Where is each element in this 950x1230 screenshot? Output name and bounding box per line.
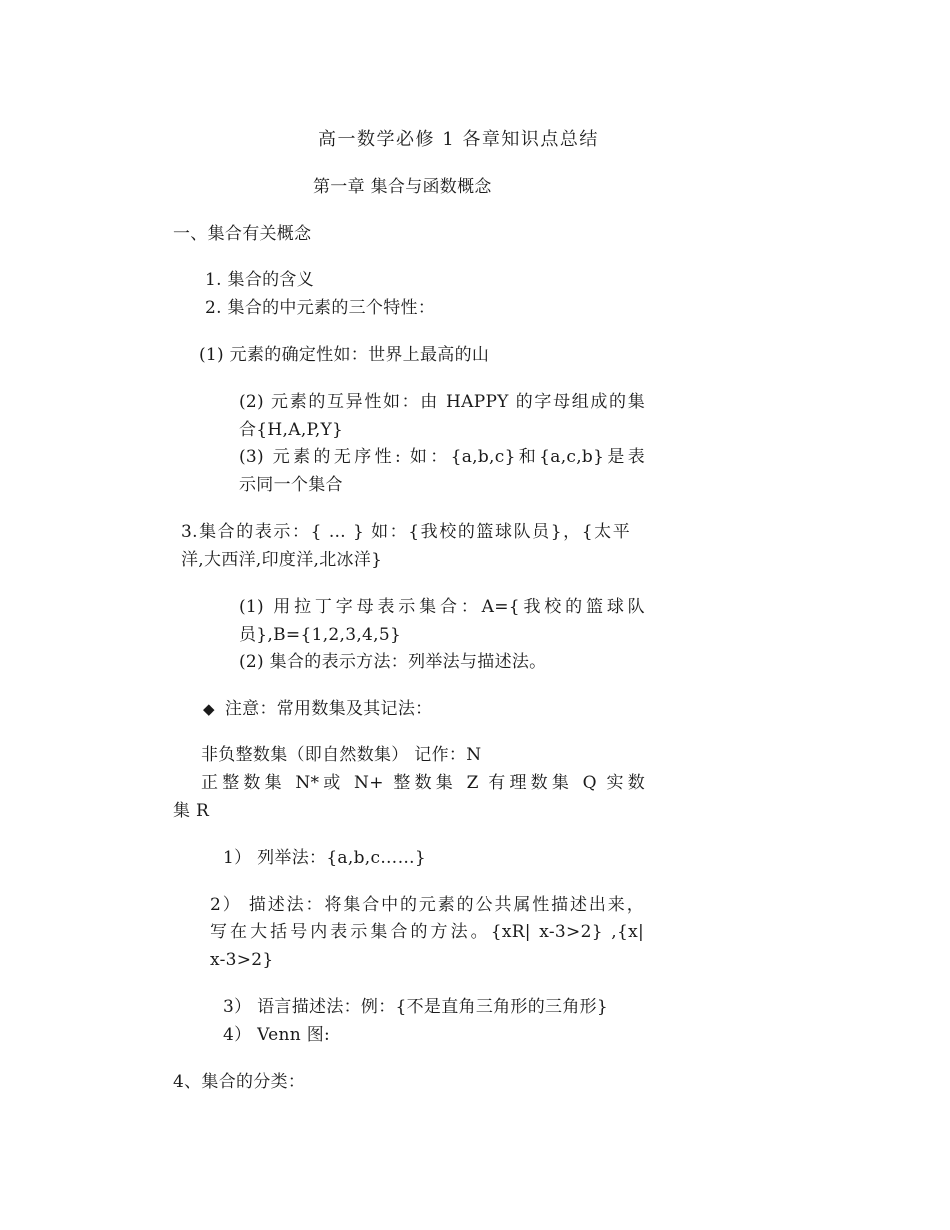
method-enumeration: 1） 列举法：{a,b,c……}	[223, 848, 426, 868]
method-description-line3: x-3>2}	[210, 950, 274, 970]
method-verbal: 3） 语言描述法：例：{不是直角三角形的三角形}	[223, 997, 609, 1017]
set-representation-line2: 洋,大西洋,印度洋,北冰洋}	[181, 550, 383, 570]
natural-numbers: 非负整数集（即自然数集） 记作：N	[201, 745, 482, 765]
number-sets-line1: 正整数集 N*或 N+ 整数集 Z 有理数集 Q 实数	[201, 773, 645, 793]
property-distinctness-line1: (2) 元素的互异性如：由 HAPPY 的字母组成的集	[239, 392, 645, 412]
latin-letters-line1: (1) 用拉丁字母表示集合：A={我校的篮球队	[239, 597, 645, 617]
item-three-properties: 2. 集合的中元素的三个特性：	[205, 298, 436, 318]
property-determinacy: (1) 元素的确定性如：世界上最高的山	[199, 345, 490, 365]
section-heading-classification: 4、集合的分类：	[173, 1072, 306, 1092]
set-representation-line1: 3.集合的表示：{ … } 如：{我校的篮球队员}，{太平	[181, 522, 630, 542]
document-title: 高一数学必修 1 各章知识点总结	[318, 129, 599, 150]
note-line	[203, 695, 432, 723]
method-description-line2: 写在大括号内表示集合的方法。{xR| x-3>2} ,{x|	[210, 922, 644, 942]
note-text: 注意：常用数集及其记法：	[224, 699, 433, 719]
chapter-heading: 第一章 集合与函数概念	[313, 177, 492, 197]
section-heading-concepts: 一、集合有关概念	[173, 224, 312, 244]
property-unordered-line1: (3) 元素的无序性: 如：{a,b,c}和{a,c,b}是表	[239, 447, 645, 467]
latin-letters-line2: 员},B={1,2,3,4,5}	[239, 625, 402, 645]
method-venn: 4） Venn 图:	[223, 1025, 331, 1045]
method-description-line1: 2） 描述法：将集合中的元素的公共属性描述出来，	[210, 895, 644, 915]
number-sets-line2: 集 R	[173, 801, 210, 821]
property-distinctness-line2: 合{H,A,P,Y}	[239, 420, 344, 440]
diamond-bullet-icon: ◆	[203, 700, 215, 718]
item-set-meaning: 1. 集合的含义	[205, 270, 315, 290]
representation-methods: (2) 集合的表示方法：列举法与描述法。	[239, 652, 547, 672]
property-unordered-line2: 示同一个集合	[239, 475, 343, 495]
